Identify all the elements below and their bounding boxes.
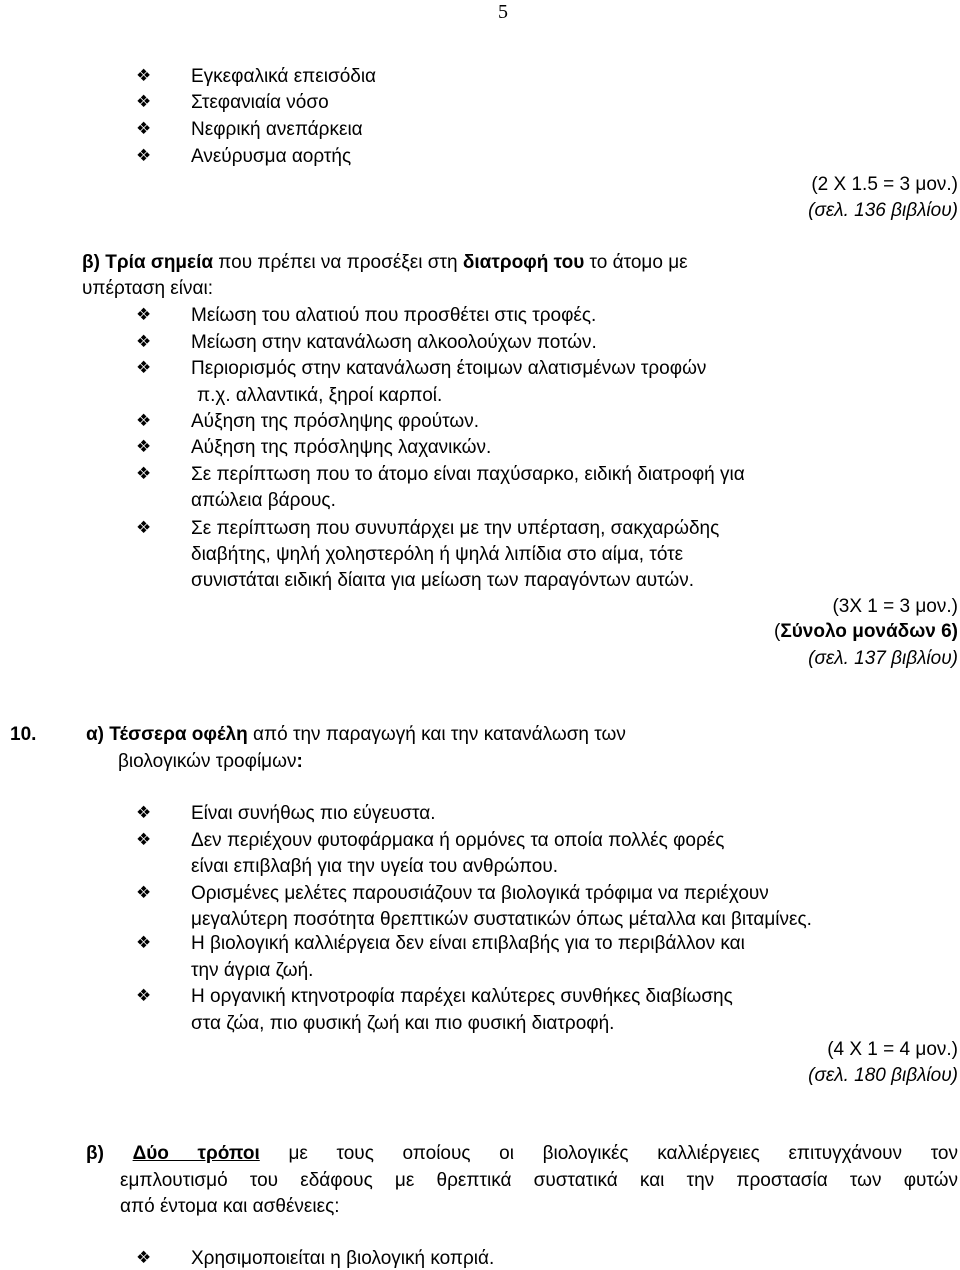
- reference-a-text: (σελ. 136 βιβλίου): [808, 200, 958, 221]
- q10b-bold: Δύο τρόποι: [132, 1143, 260, 1164]
- total-b-text: Σύνολο μονάδων 6): [780, 621, 958, 642]
- list-item-continuation: π.χ. αλλαντικά, ξηροί καρποί.: [197, 385, 443, 406]
- q10a-line2-colon: :: [296, 751, 303, 772]
- bullet-icon: ❖: [136, 411, 152, 431]
- q10a-label: α): [86, 724, 105, 745]
- list-item: Μείωση του αλατιού που προσθέτει στις τροφές.: [191, 305, 597, 326]
- list-item-continuation: την άγρια ζωή.: [191, 960, 314, 981]
- list-item-continuation: στα ζώα, πιο φυσική ζωή και πιο φυσική διατροφή.: [191, 1013, 615, 1034]
- section-b-label: β): [82, 252, 100, 273]
- score-b: (3Χ 1 = 3 μον.): [832, 596, 958, 617]
- q10b-line1-rest: με τους οποίους οι βιολογικές καλλιέργειες επιτυγχάνουν τον: [288, 1143, 959, 1164]
- list-item: Εγκεφαλικά επεισόδια: [191, 66, 377, 87]
- bullet-icon: ❖: [136, 305, 152, 325]
- q10a-bold: Τέσσερα οφέλη: [109, 724, 248, 745]
- bullet-icon: ❖: [136, 803, 152, 823]
- list-item-continuation: απώλεια βάρους.: [191, 490, 336, 511]
- question-10b-line1: [86, 1144, 958, 1163]
- bullet-icon: ❖: [136, 358, 152, 378]
- question-10b-line2: εμπλουτισμό του εδάφους με θρεπτικά συστατικά και την προστασία των φυτών: [120, 1170, 958, 1191]
- question-10-number: [10, 725, 36, 744]
- reference-a: [808, 201, 958, 220]
- q10-number: 10.: [10, 724, 37, 745]
- bullet-icon: ❖: [136, 933, 152, 953]
- list-item-continuation: είναι επιβλαβή για την υγεία του ανθρώπου.: [191, 856, 559, 877]
- reference-b-text: (σελ. 137 βιβλίου): [808, 648, 958, 669]
- section-b-line2: υπέρταση είναι:: [82, 278, 213, 299]
- list-item: Αύξηση της πρόσληψης φρούτων.: [191, 411, 479, 432]
- list-item-continuation: διαβήτης, ψηλή χοληστερόλη ή ψηλά λιπίδια στο αίμα, τότε: [191, 544, 684, 565]
- list-item: Σε περίπτωση που συνυπάρχει με την υπέρταση, σακχαρώδης: [191, 518, 720, 539]
- bullet-icon: ❖: [136, 986, 152, 1006]
- section-b-text2: το άτομο με: [584, 252, 688, 273]
- question-10a-line2: [118, 752, 303, 771]
- q10a-text: από την παραγωγή και την κατανάλωση των: [247, 724, 626, 745]
- list-item: Μείωση στην κατανάλωση αλκοολούχων ποτών.: [191, 332, 597, 353]
- section-b-text1: που πρέπει να προσέξει στη: [213, 252, 463, 273]
- page-number: 5: [498, 1, 508, 23]
- list-item: Η βιολογική καλλιέργεια δεν είναι επιβλαβής για το περιβάλλον και: [191, 933, 745, 954]
- bullet-icon: ❖: [136, 1248, 152, 1268]
- list-item-continuation: μεγαλύτερη ποσότητα θρεπτικών συστατικών όπως μέταλλα και βιταμίνες.: [191, 909, 812, 930]
- total-b-open: (: [774, 621, 781, 642]
- bullet-icon: ❖: [136, 92, 152, 112]
- list-item: Στεφανιαία νόσο: [191, 92, 329, 113]
- bullet-icon: ❖: [136, 883, 152, 903]
- q10b-label: β): [86, 1143, 104, 1164]
- question-10b-line3: από έντομα και ασθένειες:: [120, 1196, 340, 1217]
- total-b: [774, 622, 958, 641]
- bullet-icon: ❖: [136, 146, 152, 166]
- list-item: Είναι συνήθως πιο εύγευστα.: [191, 803, 436, 824]
- reference-10a: [808, 1066, 958, 1085]
- reference-b: [808, 649, 958, 668]
- score-a: (2 Χ 1.5 = 3 μον.): [811, 174, 958, 195]
- bullet-icon: ❖: [136, 119, 152, 139]
- score-10a: (4 Χ 1 = 4 μον.): [827, 1039, 958, 1060]
- list-item: Ορισμένες μελέτες παρουσιάζουν τα βιολογικά τρόφιμα να περιέχουν: [191, 883, 769, 904]
- list-item: Χρησιμοποιείται η βιολογική κοπριά.: [191, 1248, 495, 1269]
- q10a-line2-text: βιολογικών τροφίμων: [118, 751, 297, 772]
- bullet-icon: ❖: [136, 332, 152, 352]
- section-b-heading: [82, 253, 688, 272]
- list-item: Σε περίπτωση που το άτομο είναι παχύσαρκο, ειδική διατροφή για: [191, 464, 745, 485]
- bullet-icon: ❖: [136, 830, 152, 850]
- list-item: Δεν περιέχουν φυτοφάρμακα ή ορμόνες τα οποία πολλές φορές: [191, 830, 725, 851]
- list-item: Περιορισμός στην κατανάλωση έτοιμων αλατισμένων τροφών: [191, 358, 707, 379]
- list-item: Νεφρική ανεπάρκεια: [191, 119, 363, 140]
- reference-10a-text: (σελ. 180 βιβλίου): [808, 1065, 958, 1086]
- list-item: Η οργανική κτηνοτροφία παρέχει καλύτερες συνθήκες διαβίωσης: [191, 986, 733, 1007]
- bullet-icon: ❖: [136, 437, 152, 457]
- list-item: Αύξηση της πρόσληψης λαχανικών.: [191, 437, 492, 458]
- question-10a-heading: [86, 725, 626, 744]
- list-item-continuation: συνιστάται ειδική δίαιτα για μείωση των παραγόντων αυτών.: [191, 570, 694, 591]
- section-b-bold1: Τρία σημεία: [105, 252, 214, 273]
- bullet-icon: ❖: [136, 464, 152, 484]
- bullet-icon: ❖: [136, 66, 152, 86]
- list-item: Ανεύρυσμα αορτής: [191, 146, 352, 167]
- section-b-bold2: διατροφή του: [462, 252, 585, 273]
- bullet-icon: ❖: [136, 518, 152, 538]
